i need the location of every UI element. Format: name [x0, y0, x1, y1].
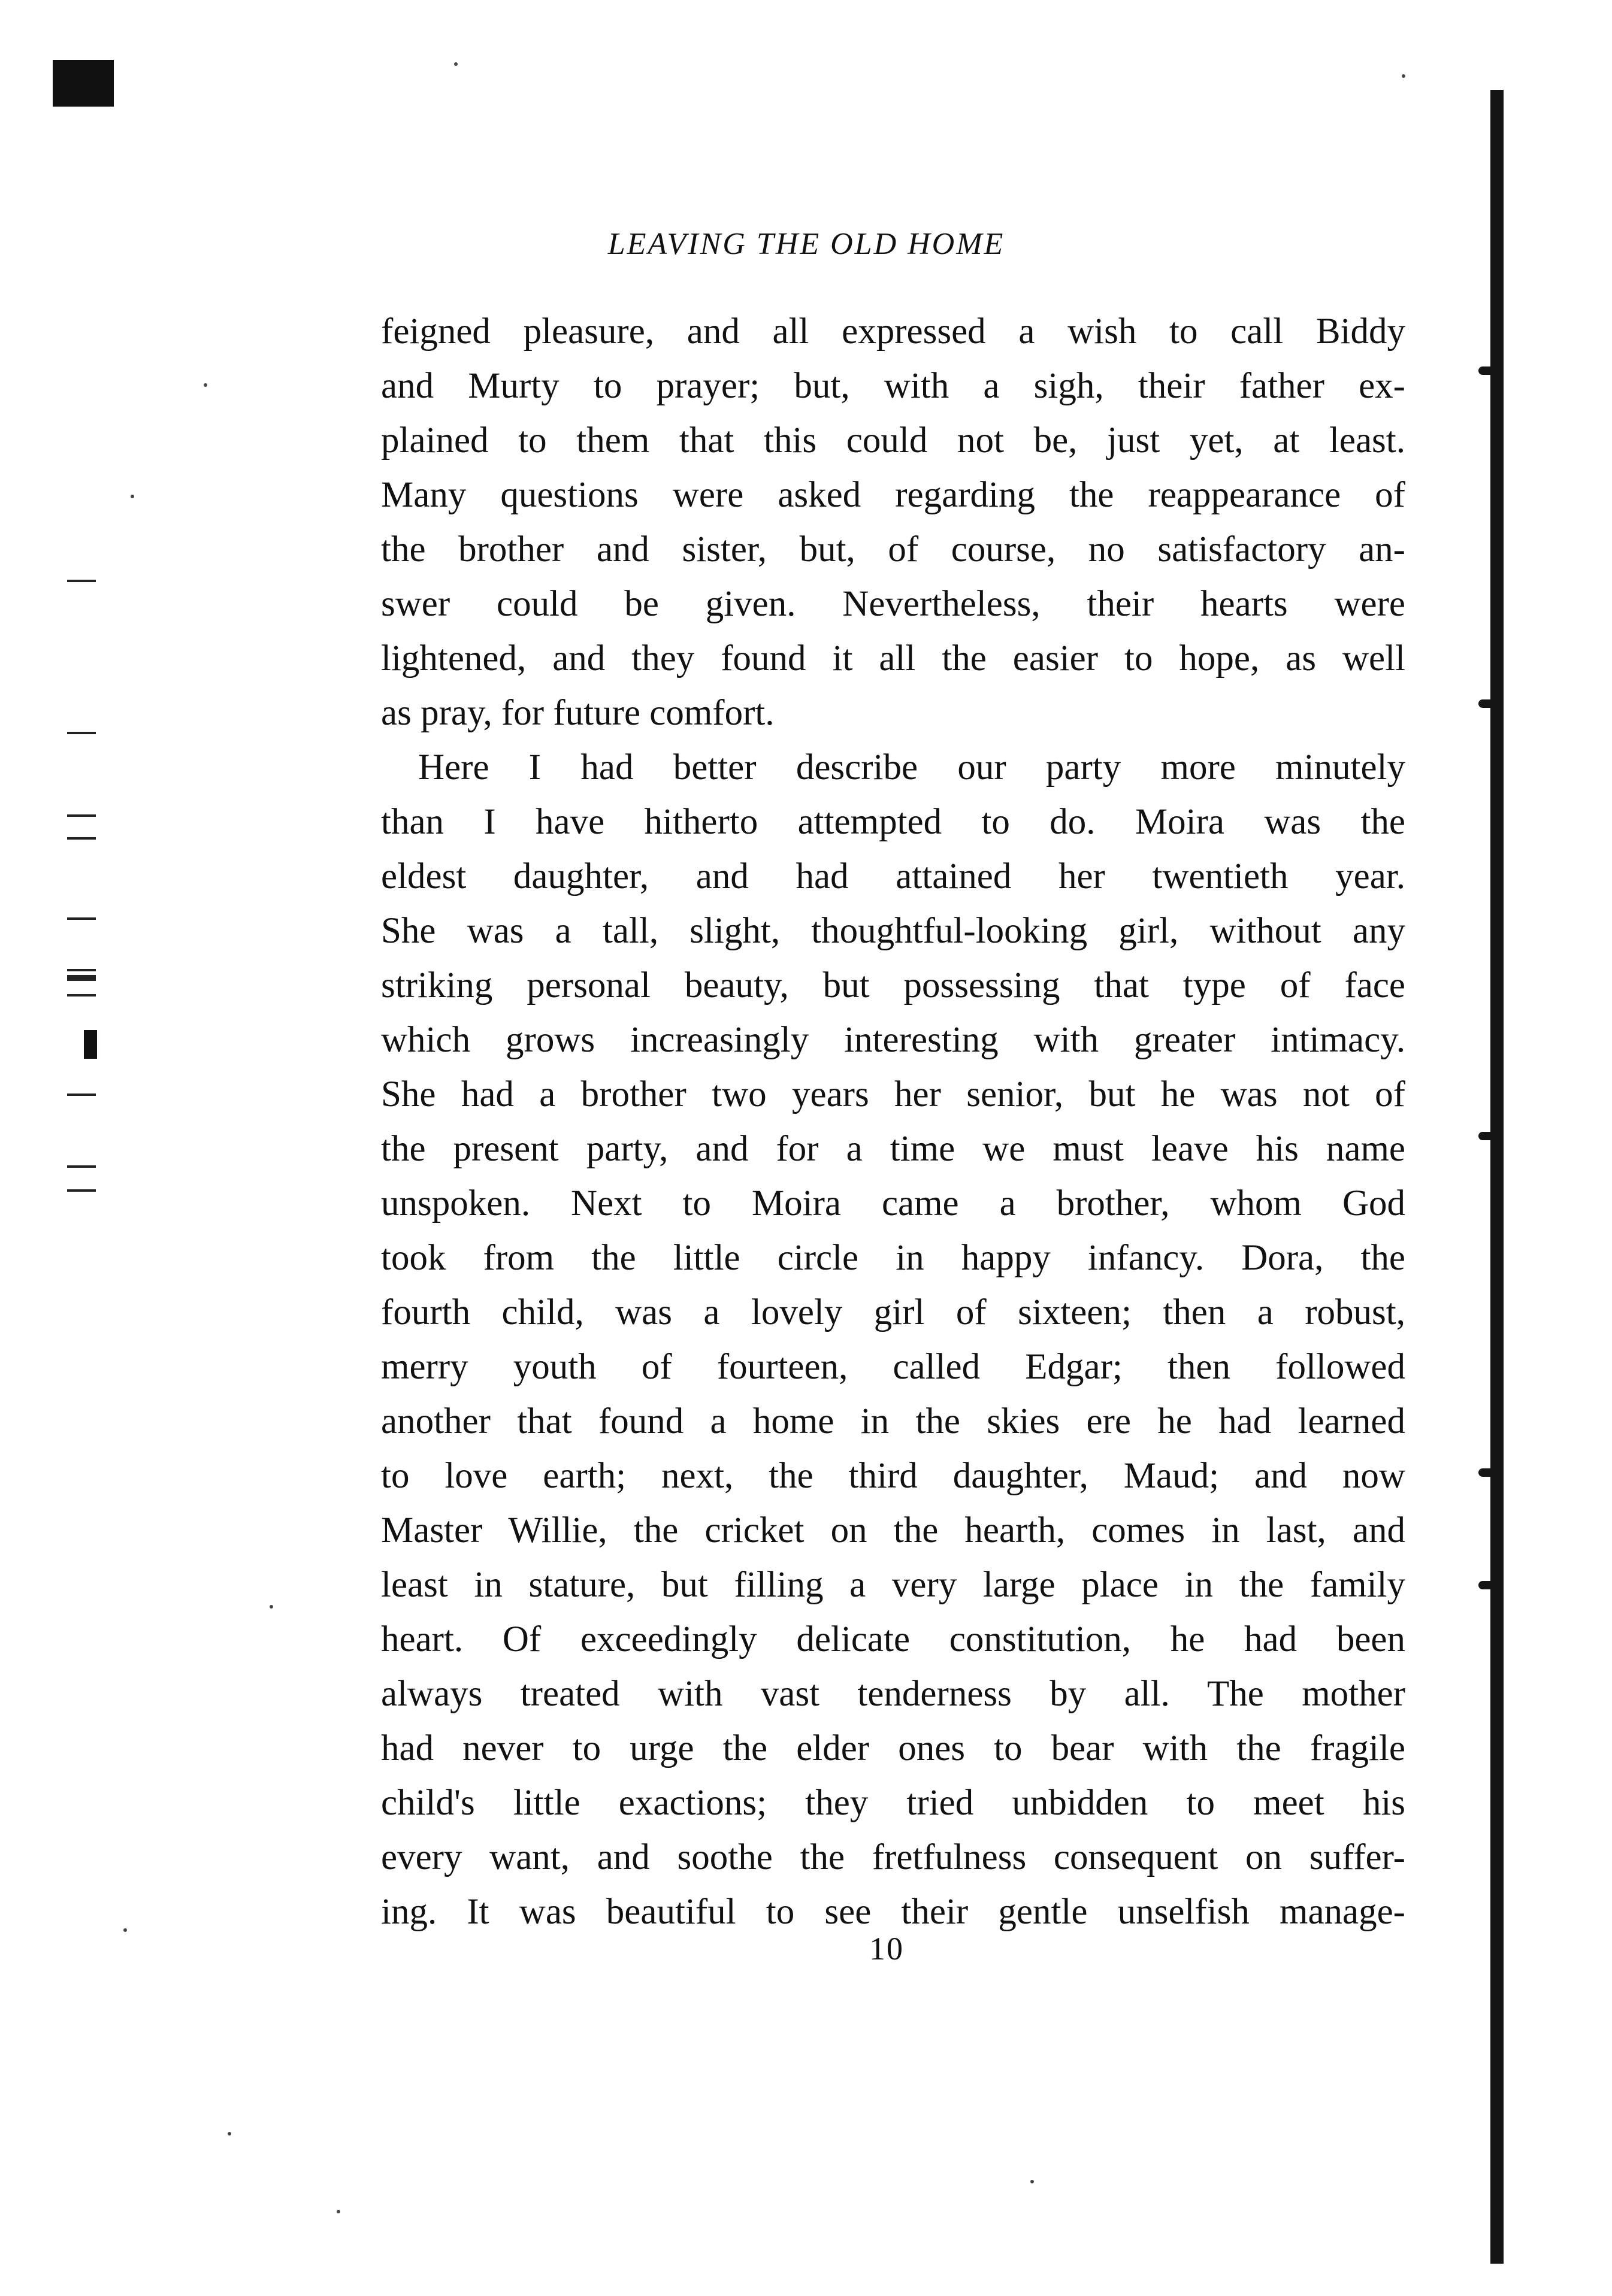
text-line: every want, and soothe the fretfulness consequent on suffer- — [381, 1837, 1405, 1877]
margin-block — [84, 1030, 97, 1059]
text-line: Master Willie, the cricket on the hearth, comes in last, and — [381, 1510, 1405, 1550]
text-line: feigned pleasure, and all expressed a wish to call Biddy — [381, 311, 1405, 352]
binding-tick — [1478, 1468, 1494, 1477]
text-line: than I have hitherto attempted to do. Moira was the — [381, 802, 1405, 842]
margin-dash — [67, 917, 96, 920]
binding-tick — [1478, 366, 1494, 375]
text-line: had never to urge the elder ones to bear with the fragile — [381, 1728, 1405, 1768]
margin-dash — [67, 994, 96, 996]
binding-tick — [1478, 1132, 1494, 1140]
text-line: always treated with vast tenderness by all. The mother — [381, 1674, 1405, 1714]
binding-tick — [1478, 699, 1494, 708]
margin-dash — [67, 837, 96, 840]
margin-dash — [67, 732, 96, 734]
text-line: fourth child, was a lovely girl of sixteen; then a robust, — [381, 1292, 1405, 1332]
text-line: child's little exactions; they tried unbidden to meet his — [381, 1783, 1405, 1823]
text-line: She was a tall, slight, thoughtful-looking girl, without any — [381, 911, 1405, 951]
text-line: striking personal beauty, but possessing that type of face — [381, 965, 1405, 1005]
margin-dash — [67, 580, 96, 582]
speck — [337, 2210, 340, 2213]
text-line: unspoken. Next to Moira came a brother, whom God — [381, 1183, 1405, 1223]
scan-black-corner-mark — [53, 60, 114, 107]
text-line: Many questions were asked regarding the reappearance of — [381, 475, 1405, 515]
margin-dash — [67, 975, 96, 981]
text-line: swer could be given. Nevertheless, their hearts were — [381, 584, 1405, 624]
speck — [228, 2132, 231, 2136]
text-line: plained to them that this could not be, just yet, at least. — [381, 420, 1405, 461]
body-text — [381, 304, 1405, 1939]
text-line: as pray, for future comfort. — [381, 693, 775, 733]
margin-dash — [67, 1165, 96, 1168]
speck — [454, 62, 458, 66]
text-line: the present party, and for a time we must leave his name — [381, 1129, 1405, 1169]
text-line: to love earth; next, the third daughter, Maud; and now — [381, 1456, 1405, 1496]
text-line: and Murty to prayer; but, with a sigh, their father ex- — [381, 366, 1405, 406]
speck — [1030, 2180, 1034, 2183]
speck — [1402, 74, 1405, 78]
text-line: eldest daughter, and had attained her twentieth year. — [381, 856, 1405, 896]
running-head: LEAVING THE OLD HOME — [607, 227, 1005, 261]
scan-binding-edge — [1490, 90, 1504, 2264]
margin-dash — [67, 969, 96, 971]
text-line: which grows increasingly interesting with greater intimacy. — [381, 1020, 1405, 1060]
text-line: another that found a home in the skies ere he had learned — [381, 1401, 1405, 1441]
margin-dash — [67, 814, 96, 817]
text-line: least in stature, but filling a very large place in the family — [381, 1565, 1405, 1605]
text-line: the brother and sister, but, of course, no satisfactory an- — [381, 529, 1405, 570]
text-line: lightened, and they found it all the easier to hope, as well — [381, 638, 1405, 678]
text-line: took from the little circle in happy infancy. Dora, the — [381, 1238, 1405, 1278]
speck — [204, 383, 207, 387]
text-line: ing. It was beautiful to see their gentle unselfish manage- — [381, 1892, 1405, 1932]
speck — [131, 495, 134, 498]
text-line: Here I had better describe our party more minutely — [418, 747, 1405, 787]
margin-dash — [67, 1189, 96, 1192]
text-line: She had a brother two years her senior, but he was not of — [381, 1074, 1405, 1114]
text-line: heart. Of exceedingly delicate constitution, he had been — [381, 1619, 1405, 1659]
page-number: 10 — [869, 1931, 904, 1967]
binding-tick — [1478, 1581, 1494, 1589]
text-line: merry youth of fourteen, called Edgar; then followed — [381, 1347, 1405, 1387]
speck — [270, 1605, 273, 1609]
speck — [123, 1928, 127, 1932]
margin-dash — [67, 1094, 96, 1096]
